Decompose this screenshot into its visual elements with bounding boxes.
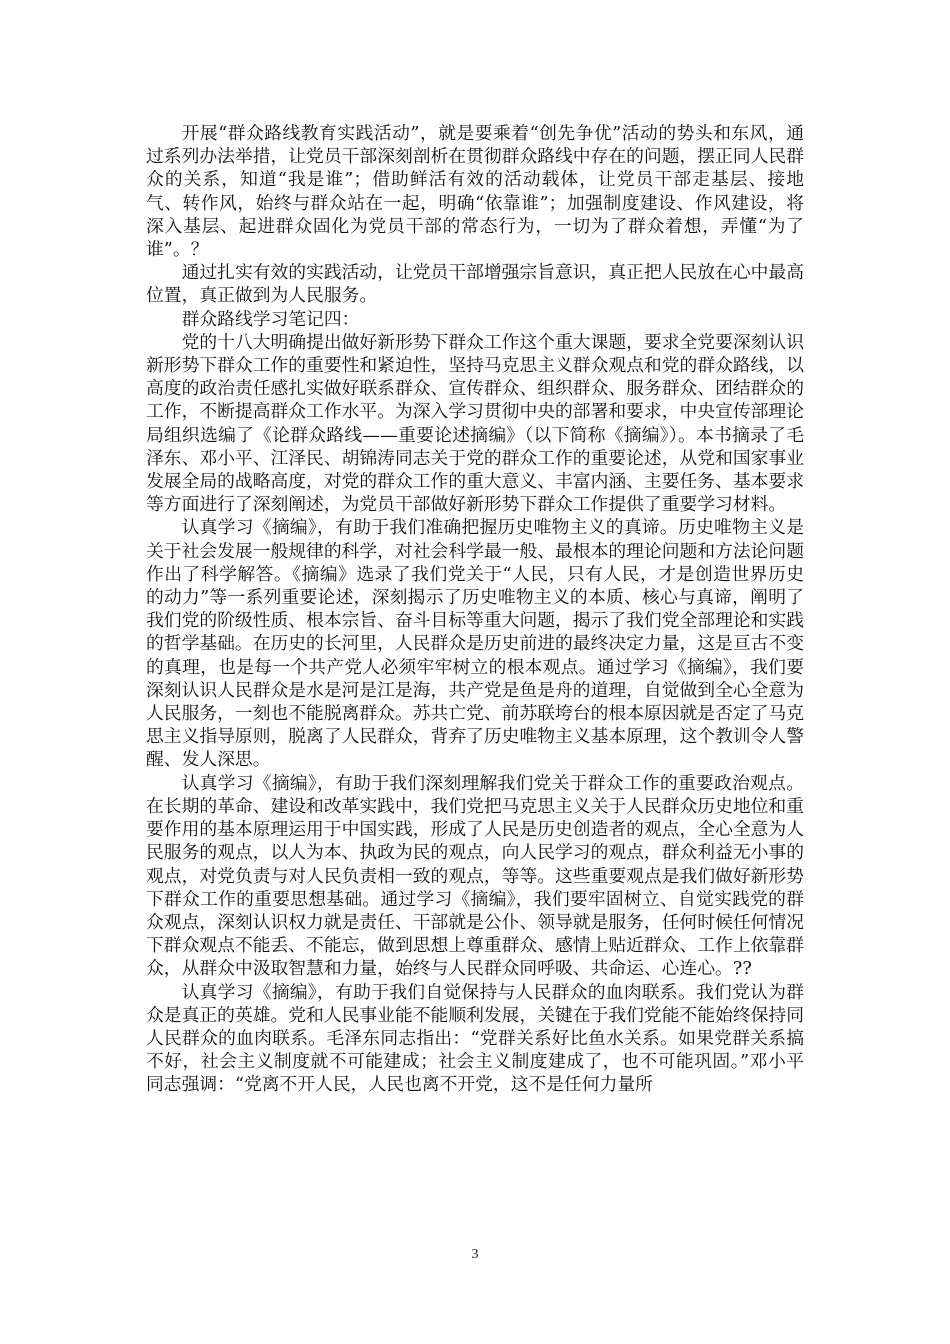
paragraph-5: 认真学习《摘编》，有助于我们深刻理解我们党关于群众工作的重要政治观点。在长期的革命、建设和改革实践中，我们党把马克思主义关于人民群众历史地位和重要作用的基本原理运用于中国实践，形成了人民是历史创造者的观点，全心全意为人民服务的观点，以人为本、执政为民的观点，向人民学习的观点，群众利益无小事的观点，对党负责与对人民负责相一致的观点，等等。这些重要观点是我们做好新形势下群众工作的重要思想基础。通过学习《摘编》，我们要牢固树立、自觉实践党的群众观点，深刻认识权力就是责任、干部就是公仆、领导就是服务，任何时候任何情况下群众观点不能丢、不能忘，做到思想上尊重群众、感情上贴近群众、工作上依靠群众，从群众中汲取智慧和力量，始终与人民群众同呼吸、共命运、心连心。?? — [146, 772, 804, 980]
document-body — [146, 122, 804, 1097]
page-number: 3 — [471, 1247, 479, 1262]
paragraph-3: 党的十八大明确提出做好新形势下群众工作这个重大课题，要求全党要深刻认识新形势下群众工作的重要性和紧迫性，坚持马克思主义群众观点和党的群众路线，以高度的政治责任感扎实做好联系群众、宣传群众、组织群众、服务群众、团结群众的工作，不断提高群众工作水平。为深入学习贯彻中央的部署和要求，中央宣传部理论局组织选编了《论群众路线——重要论述摘编》（以下简称《摘编》）。本书摘录了毛泽东、邓小平、江泽民、胡锦涛同志关于党的群众工作的重要论述，从党和国家事业发展全局的战略高度，对党的群众工作的重大意义、丰富内涵、主要任务、基本要求等方面进行了深刻阐述，为党员干部做好新形势下群众工作提供了重要学习材料。 — [146, 331, 804, 516]
paragraph-2: 通过扎实有效的实践活动，让党员干部增强宗旨意识，真正把人民放在心中最高位置，真正做到为人民服务。 — [146, 262, 804, 307]
paragraph-6: 认真学习《摘编》，有助于我们自觉保持与人民群众的血肉联系。我们党认为群众是真正的英雄。党和人民事业能不能顺利发展，关键在于我们党能不能始终保持同人民群众的血肉联系。毛泽东同志指出：“党群关系好比鱼水关系。如果党群关系搞不好，社会主义制度就不可能建成；社会主义制度建成了，也不可能巩固。”邓小平同志强调：“党离不开人民，人民也离不开党，这不是任何力量所 — [146, 981, 804, 1096]
paragraph-4: 认真学习《摘编》，有助于我们准确把握历史唯物主义的真谛。历史唯物主义是关于社会发展一般规律的科学，对社会科学最一般、最根本的理论问题和方法论问题作出了科学解答。《摘编》选录了我们党关于“人民，只有人民，才是创造世界历史的动力”等一系列重要论述，深刻揭示了历史唯物主义的本质、核心与真谛，阐明了我们党的阶级性质、根本宗旨、奋斗目标等重大问题，揭示了我们党全部理论和实践的哲学基础。在历史的长河里，人民群众是历史前进的最终决定力量，这是亘古不变的真理，也是每一个共产党人必须牢牢树立的根本观点。通过学习《摘编》，我们要深刻认识人民群众是水是河是江是海，共产党是鱼是舟的道理，自觉做到全心全意为人民服务，一刻也不能脱离群众。苏共亡党、前苏联垮台的根本原因就是否定了马克思主义指导原则，脱离了人民群众，背弃了历史唯物主义基本原理，这个教训令人警醒、发人深思。 — [146, 517, 804, 771]
section-heading: 群众路线学习笔记四： — [181, 308, 360, 330]
paragraph-1: 开展“群众路线教育实践活动”，就是要乘着“创先争优”活动的势头和东风，通过系列办法举措，让党员干部深刻剖析在贯彻群众路线中存在的问题，摆正同人民群众的关系，知道“我是谁”；借助鲜活有效的活动载体，让党员干部走基层、接地气、转作风，始终与群众站在一起，明确“依靠谁”；加强制度建设、作风建设，将深入基层、起进群众固化为党员干部的常态行为，一切为了群众着想，弄懂“为了谁”。？ — [146, 123, 804, 261]
